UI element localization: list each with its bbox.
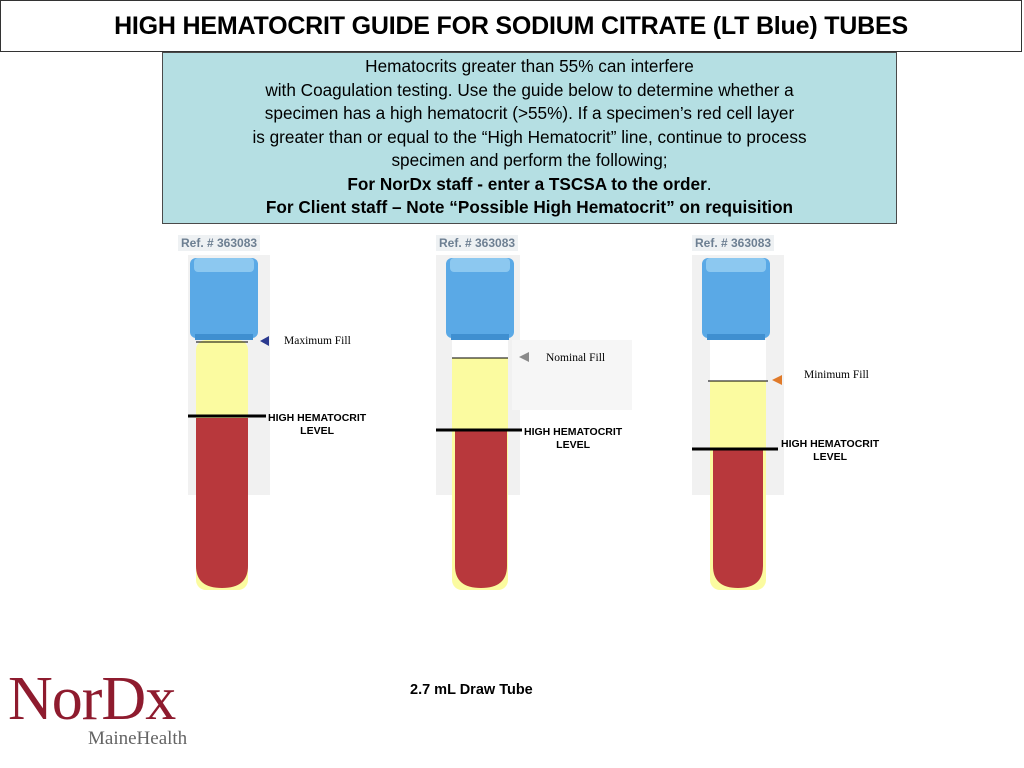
brand-subtitle: MaineHealth xyxy=(88,728,188,749)
hct-level-label: HIGH HEMATOCRIT LEVEL xyxy=(781,438,880,463)
info-line: with Coagulation testing. Use the guide below to determine whether a xyxy=(265,79,794,100)
red-cell-layer xyxy=(713,450,763,588)
hct-level-label: HIGH HEMATOCRIT LEVEL xyxy=(268,412,367,437)
info-line: Hematocrits greater than 55% can interfere xyxy=(365,56,694,76)
headspace xyxy=(710,340,766,381)
page-title: HIGH HEMATOCRIT GUIDE FOR SODIUM CITRATE (LT Blue) TUBES xyxy=(114,11,908,40)
tube-ref-label: Ref. # 363083 xyxy=(692,235,774,251)
brand-name: NorDx xyxy=(8,665,176,733)
tube-ref-label: Ref. # 363083 xyxy=(436,235,518,251)
fill-label: Nominal Fill xyxy=(546,352,606,364)
nordx-instruction: For NorDx staff - enter a TSCSA to the order. xyxy=(347,173,712,194)
fill-label: Minimum Fill xyxy=(804,369,869,381)
info-line: specimen and perform the following; xyxy=(391,150,668,170)
cap-rim xyxy=(707,334,765,340)
info-line: specimen has a high hematocrit (>55%). If a specimen’s red cell layer xyxy=(264,103,795,123)
fill-label: Maximum Fill xyxy=(284,335,351,347)
tube-ref-label: Ref. # 363083 xyxy=(178,235,260,251)
client-instruction: For Client staff – Note “Possible High Hematocrit” on requisition xyxy=(265,197,794,217)
cap-highlight xyxy=(706,258,766,272)
info-line: is greater than or equal to the “High Hematocrit” line, continue to process xyxy=(252,126,807,147)
hct-level-label: HIGH HEMATOCRIT LEVEL xyxy=(524,426,623,451)
nordx-logo xyxy=(8,665,188,749)
draw-tube-caption: 2.7 mL Draw Tube xyxy=(410,682,533,698)
